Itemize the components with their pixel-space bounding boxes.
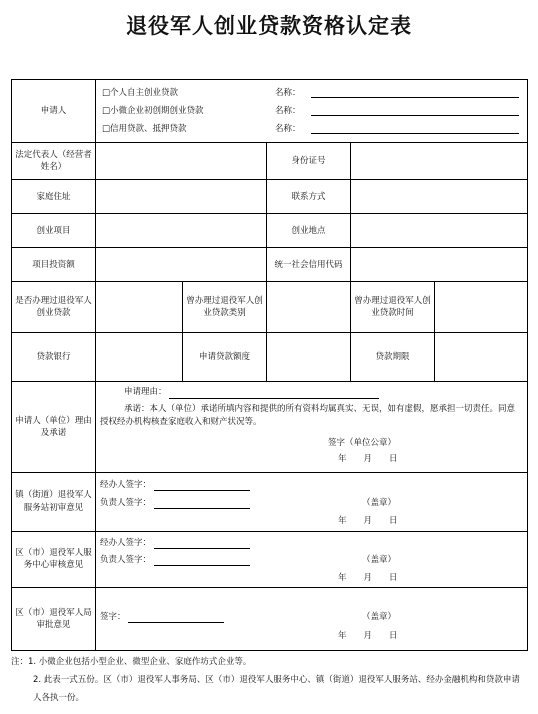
bank-label: 贷款银行	[12, 333, 96, 382]
loan-type-label: 曾办理过退役军人创业贷款类别	[183, 282, 267, 333]
applicant-label: 申请人	[12, 80, 96, 143]
credit-code-input[interactable]	[351, 248, 528, 282]
review1-leader-line	[100, 497, 250, 509]
review1-cell[interactable]	[96, 472, 528, 531]
name-input-credit[interactable]	[311, 124, 519, 134]
option-credit-mortgage-loan[interactable]: □信用贷款、抵押贷款	[102, 123, 187, 134]
reason-input[interactable]	[169, 389, 379, 399]
leader-sign-label: 负责人签字：	[100, 554, 152, 565]
review2-date: 年 月 日	[338, 572, 398, 583]
leader-sign-input[interactable]	[154, 499, 250, 509]
investment-label: 项目投资额	[12, 248, 96, 282]
reason-label: 申请人（单位）理由及承诺	[12, 382, 96, 472]
handler-sign-input[interactable]	[154, 539, 250, 549]
credit-code-label: 统一社会信用代码	[267, 248, 351, 282]
option-micro-enterprise-loan[interactable]: □小微企业初创期创业贷款	[102, 105, 204, 116]
reason-line	[124, 386, 379, 398]
name-label: 名称：	[275, 123, 301, 134]
amount-input[interactable]	[267, 333, 351, 382]
location-input[interactable]	[351, 214, 528, 248]
legal-rep-input[interactable]	[96, 143, 267, 180]
contact-label: 联系方式	[267, 180, 351, 214]
review1-date: 年 月 日	[338, 515, 398, 526]
review2-cell[interactable]	[96, 531, 528, 587]
seal-label: （盖章）	[362, 611, 397, 622]
review3-label: 区（市）退役军人局审批意见	[12, 587, 96, 650]
option-row-credit	[98, 120, 525, 138]
reason-date: 年 月 日	[338, 454, 398, 465]
term-label: 贷款期限	[351, 333, 435, 382]
review3-date: 年 月 日	[338, 630, 398, 641]
sign-label: 签字：	[100, 611, 126, 622]
promise-text: 承诺：本人（单位）承诺所填内容和提供的所有资料均属真实、无误，如有虚假，愿承担一切责任。同意授权经办机构核查家庭收入和财产状况等。	[100, 404, 516, 427]
option-row-micro	[98, 102, 525, 120]
loan-time-label: 曾办理过退役军人创业贷款时间	[351, 282, 435, 333]
loan-time-input[interactable]	[435, 282, 528, 333]
amount-label: 申请贷款额度	[183, 333, 267, 382]
term-input[interactable]	[435, 333, 528, 382]
project-label: 创业项目	[12, 214, 96, 248]
location-label: 创业地点	[267, 214, 351, 248]
application-form-table	[11, 79, 528, 651]
review2-leader-line	[100, 554, 250, 566]
name-label: 名称：	[275, 87, 301, 98]
handled-before-input[interactable]	[96, 282, 183, 333]
applicant-options	[96, 80, 528, 143]
contact-input[interactable]	[351, 180, 528, 214]
seal-label: （盖章）	[362, 497, 397, 508]
reason-cell[interactable]	[96, 382, 528, 472]
note-1: 注：1. 小微企业包括小型企业、微型企业、家庭作坊式企业等。	[11, 657, 252, 667]
address-input[interactable]	[96, 180, 267, 214]
name-input-micro[interactable]	[311, 106, 519, 116]
name-label: 名称：	[275, 105, 301, 116]
reason-text-label: 申请理由：	[124, 387, 167, 398]
review2-label: 区（市）退役军人服务中心审核意见	[12, 531, 96, 587]
address-label: 家庭住址	[12, 180, 96, 214]
leader-sign-label: 负责人签字：	[100, 497, 152, 508]
review3-sign-line	[100, 611, 224, 623]
note-2: 2. 此表一式五份。区（市）退役军人事务局、区（市）退役军人服务中心、镇（街道）退役军人服务站、经办金融机构和贷款申请人各执一份。	[33, 675, 520, 703]
project-input[interactable]	[96, 214, 267, 248]
id-number-label: 身份证号	[267, 143, 351, 180]
page-title: 退役军人创业贷款资格认定表	[126, 13, 412, 38]
handler-sign-label: 经办人签字：	[100, 537, 152, 548]
leader-sign-input[interactable]	[154, 556, 250, 566]
handler-sign-input[interactable]	[154, 481, 250, 491]
review2-handler-line	[100, 537, 250, 549]
review1-handler-line	[100, 479, 250, 491]
investment-input[interactable]	[96, 248, 267, 282]
bank-input[interactable]	[96, 333, 183, 382]
review3-cell[interactable]	[96, 587, 528, 650]
footnotes	[11, 653, 527, 707]
handler-sign-label: 经办人签字：	[100, 479, 152, 490]
legal-rep-label: 法定代表人（经营者姓名）	[12, 143, 96, 180]
sign-input[interactable]	[128, 613, 224, 623]
name-input-personal[interactable]	[311, 88, 519, 98]
signature-label: 签字（单位公章）	[328, 438, 397, 449]
option-row-personal	[98, 84, 525, 102]
review1-label: 镇（街道）退役军人服务站初审意见	[12, 472, 96, 531]
loan-type-input[interactable]	[267, 282, 351, 333]
option-personal-loan[interactable]: □个人自主创业贷款	[102, 87, 179, 98]
handled-before-label: 是否办理过退役军人创业贷款	[12, 282, 96, 333]
id-number-input[interactable]	[351, 143, 528, 180]
seal-label: （盖章）	[362, 554, 397, 565]
